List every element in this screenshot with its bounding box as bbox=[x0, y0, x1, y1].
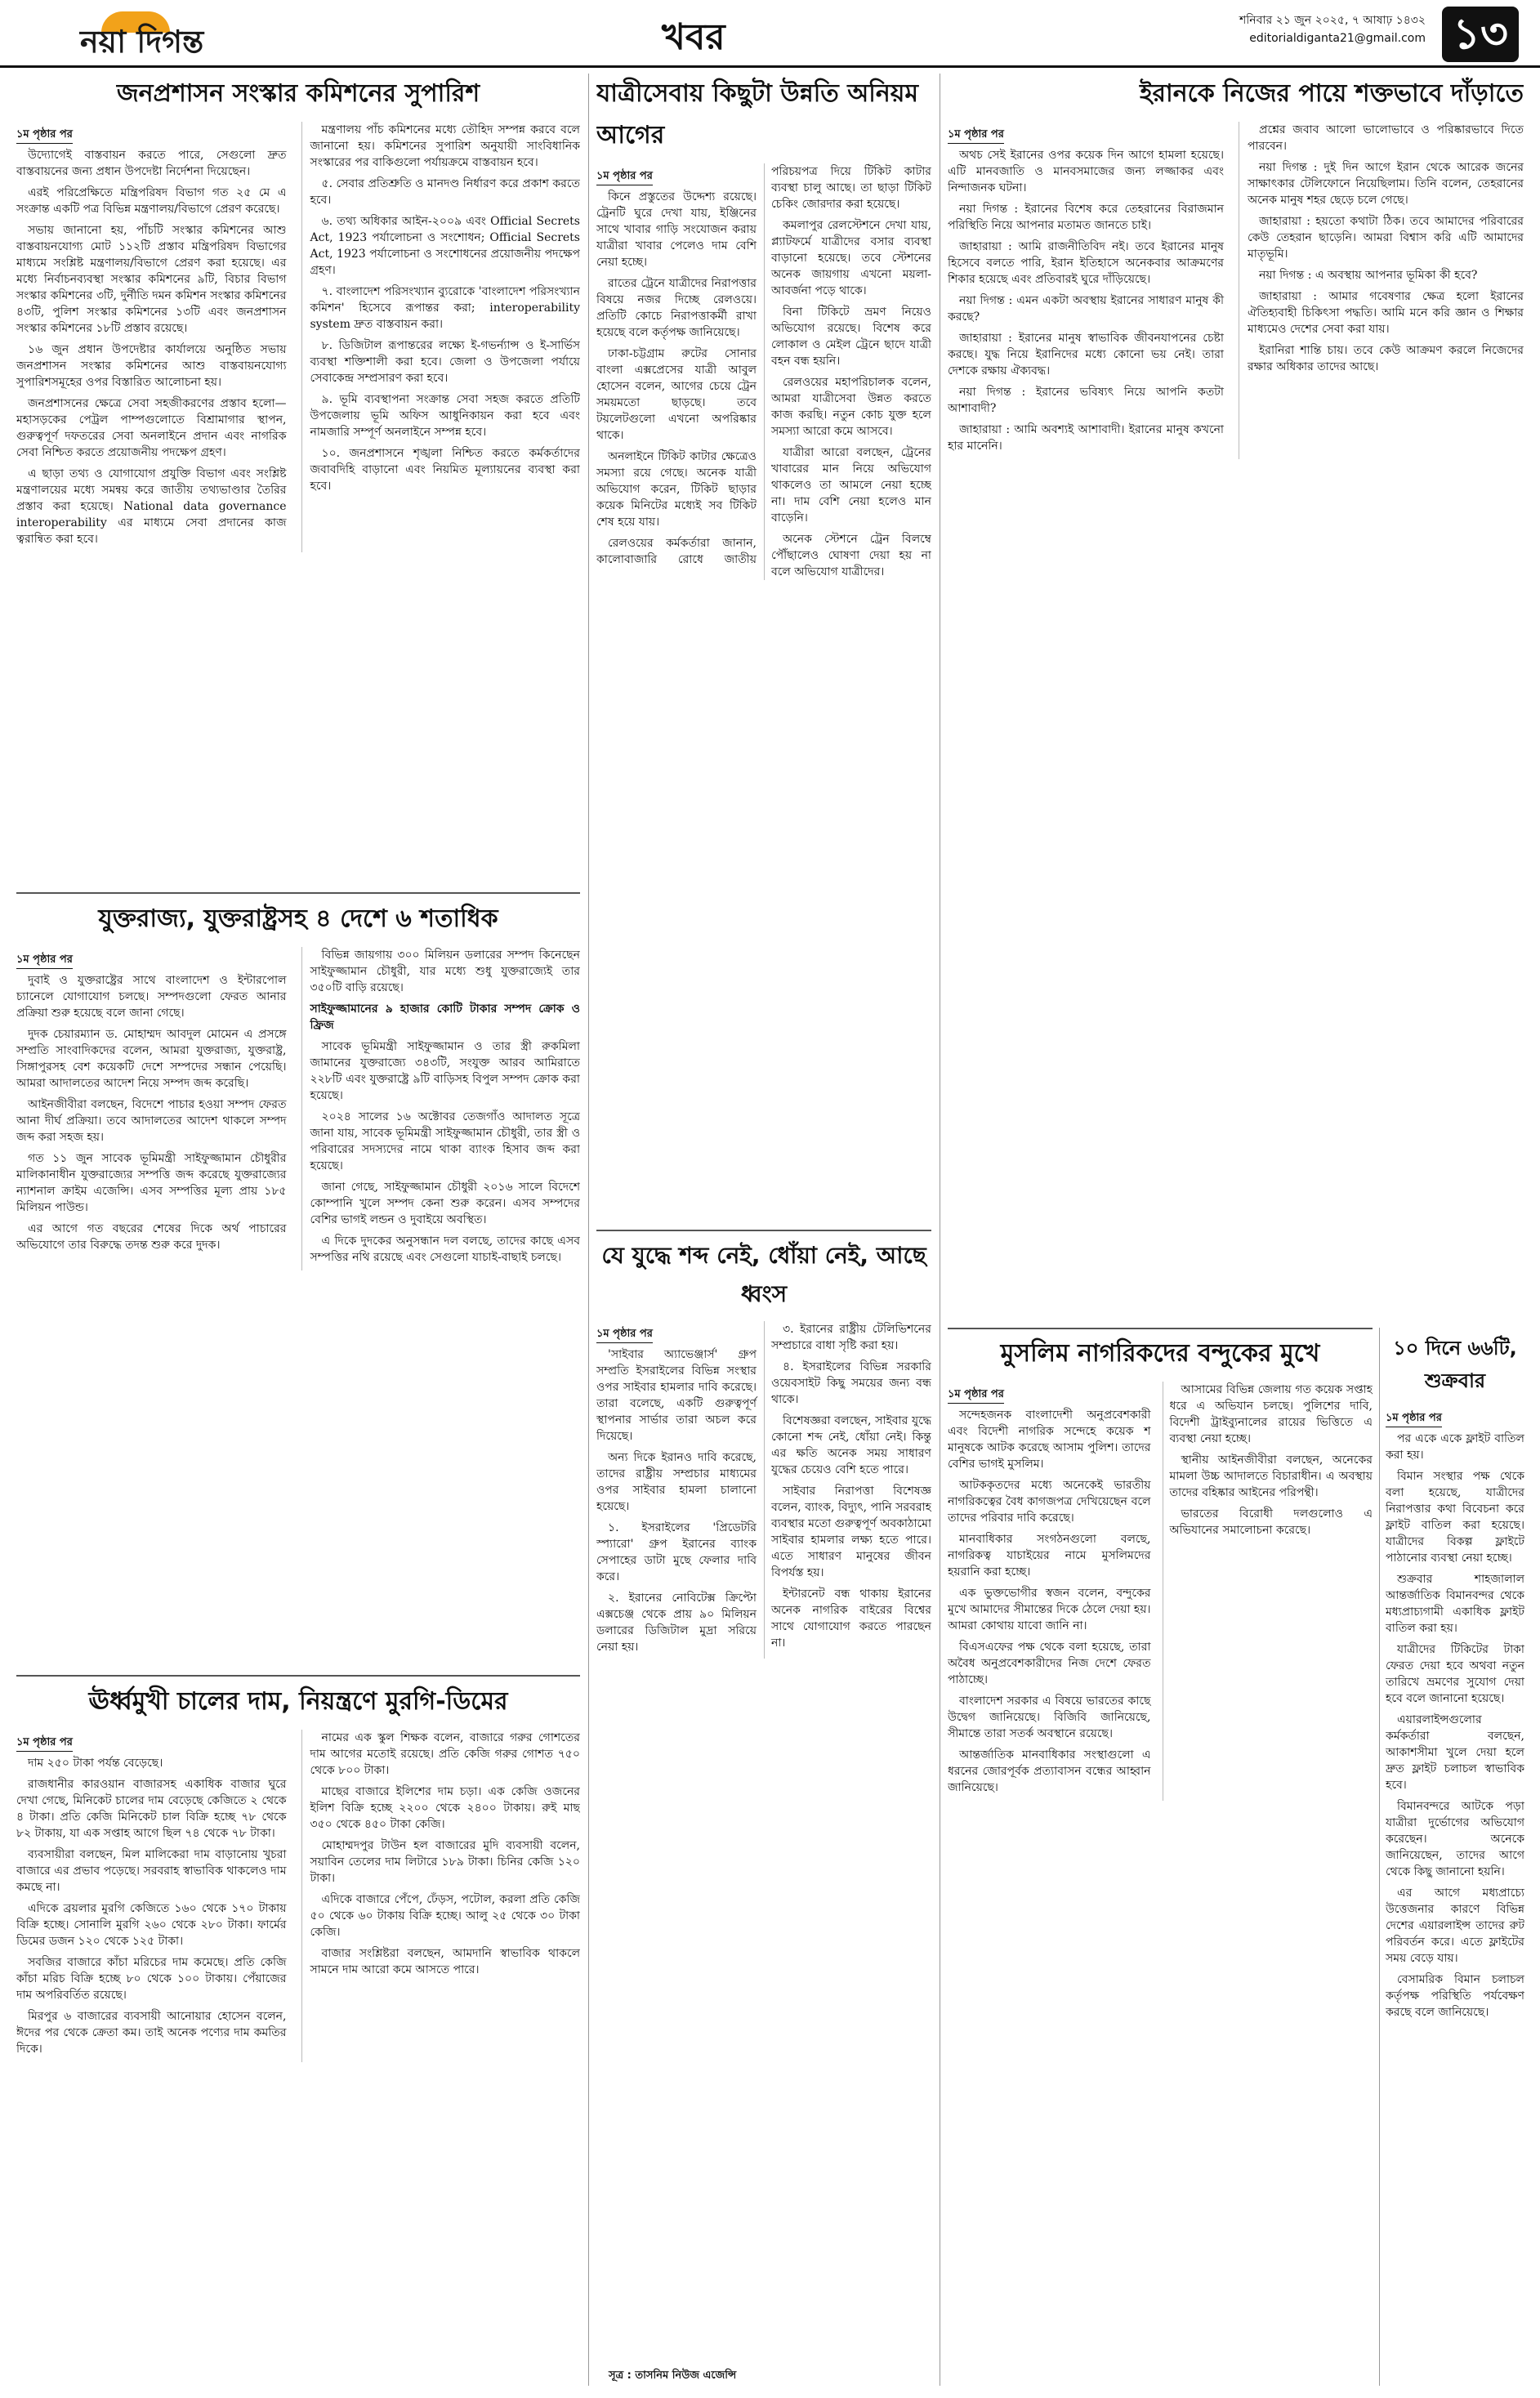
paragraph: নামের এক স্কুল শিক্ষক বলেন, বাজারে গরুর গোশতের দাম আগের মতোই রয়েছে। প্রতি কেজি গরুর গোশত ৭৫০ থেকে ৮০০ টাকা। bbox=[310, 1731, 580, 1777]
article-column bbox=[16, 122, 287, 552]
paragraph: ৯. ভূমি ব্যবস্থাপনা সংক্রান্ত সেবা সহজ করতে প্রতিটি উপজেলায় ভূমি অফিস আধুনিকায়ন করা হবে এবং নামজারি সম্পূর্ণ অনলাইনে সম্পন্ন হবে। bbox=[310, 393, 580, 439]
paragraph: মোহাম্মদপুর টাউন হল বাজারের মুদি ব্যবসায়ী বলেন, সয়াবিন তেলের দাম লিটারে ১৮৯ টাকা। চিনির কেজি ১২০ টাকা। bbox=[310, 1839, 580, 1885]
paragraph: ৩. ইরানের রাষ্ট্রীয় টেলিভিশনের সম্প্রচারে বাধা সৃষ্টি করা হয়। bbox=[771, 1323, 931, 1352]
paragraph: বিএসএফের পক্ষ থেকে বলা হয়েছে, তারা অবৈধ অনুপ্রবেশকারীদের নিজ দেশে ফেরত পাঠাচ্ছে। bbox=[948, 1641, 1151, 1686]
paragraph: রাতের ট্রেনে যাত্রীদের নিরাপত্তার বিষয়ে নজর দিচ্ছে রেলওয়ে। প্রতিটি কোচে নিরাপত্তাকর্মী রাখা হয়েছে বলে কর্তৃপক্ষ জানিয়েছে। bbox=[596, 277, 757, 339]
paragraph: ইরানিরা শান্তি চায়। তবে কেউ আক্রমণ করলে নিজেদের রক্ষার অধিকার তাদের আছে। bbox=[1248, 344, 1524, 373]
article-column bbox=[16, 947, 287, 1270]
paragraph: 'সাইবার অ্যাভেঞ্জার্স' গ্রুপ সম্প্রতি ইসরাইলের বিভিন্ন সংস্থার ওপর সাইবার হামলার দাবি করেছে। তারা বলেছে, একটি গুরুত্বপূর্ণ স্থাপনার সার্ভার তারা অচল করে দিয়েছে। bbox=[596, 1348, 757, 1443]
paragraph: মানবাধিকার সংগঠনগুলো বলছে, নাগরিকত্ব যাচাইয়ের নামে মুসলিমদের হয়রানি করা হচ্ছে। bbox=[948, 1533, 1151, 1579]
article-rail bbox=[596, 74, 931, 1283]
headline[interactable]: ইরানকে নিজের পায়ে শক্তভাবে দাঁড়াতে bbox=[1139, 79, 1524, 108]
paragraph: গত ১১ জুন সাবেক ভূমিমন্ত্রী সাইফুজ্জামান চৌধুরীর মালিকানাধীন যুক্তরাজ্যের সম্পত্তি জব্দ করেছে যুক্তরাজ্যের ন্যাশনাল ক্রাইম এজেন্সি। এসব সম্পত্তির মূল্য প্রায় ১৮৫ মিলিয়ন পাউন্ড। bbox=[16, 1152, 287, 1214]
newspaper-logo[interactable] bbox=[23, 11, 227, 60]
continued-label: ১ম পৃষ্ঠার পর bbox=[16, 127, 73, 144]
paragraph: নয়া দিগন্ত : ইরানের বিশেষ করে তেহরানের বিরাজমান পরিস্থিতি নিয়ে আপনার মতামত জানতে চাই। bbox=[948, 203, 1224, 232]
article-column bbox=[948, 122, 1224, 459]
paragraph: ২. ইরানের নোবিটেক্স ক্রিপ্টো এক্সচেঞ্জ থেকে প্রায় ৯০ মিলিয়ন ডলারের ডিজিটাল মুদ্রা সরিয়ে নেয়া হয়। bbox=[596, 1592, 757, 1654]
paragraph: কিনে প্রস্তুতের উদ্দেশ্য রয়েছে। ট্রেনটি ঘুরে দেখা যায়, ইঞ্জিনের সাথে খাবার গাড়ি সংযোজন করায় যাত্রীরা খাবার পেলেও দাম বেশি নেয়া হচ্ছে। bbox=[596, 190, 757, 269]
paragraph: বিমানবন্দরে আটকে পড়া যাত্রীরা দুর্ভোগের অভিযোগ করেছেন। অনেকে জানিয়েছেন, তাদের আগে থেকে কিছু জানানো হয়নি। bbox=[1386, 1800, 1524, 1878]
paragraph: এর আগে মধ্যপ্রাচ্যে উত্তেজনার কারণে বিভিন্ন দেশের এয়ারলাইন্স তাদের রুট পরিবর্তন করে। এতে ফ্লাইটের সময় বেড়ে যায়। bbox=[1386, 1887, 1524, 1965]
paragraph: এদিকে বাজারে পেঁপে, ঢেঁড়স, পটোল, করলা প্রতি কেজি ৫০ থেকে ৬০ টাকায় বিক্রি হচ্ছে। আলু ২৫ থেকে ৩০ টাকা কেজি। bbox=[310, 1893, 580, 1939]
headline[interactable]: যাত্রীসেবায় কিছুটা উন্নতি অনিয়ম আগের bbox=[596, 79, 919, 150]
paragraph: জাহারায়া : আমি অবশ্যই আশাবাদী। ইরানের মানুষ কখনো হার মানেনি। bbox=[948, 423, 1224, 453]
paragraph: বিশেষজ্ঞরা বলছেন, সাইবার যুদ্ধে কোনো শব্দ নেই, ধোঁয়া নেই। কিন্তু এর ক্ষতি অনেক সময় সাধারণ যুদ্ধের চেয়েও বেশি হতে পারে। bbox=[771, 1414, 931, 1476]
masthead bbox=[0, 0, 1540, 68]
headline[interactable]: যে যুদ্ধে শব্দ নেই, ধোঁয়া নেই, আছে ধ্বংস bbox=[601, 1242, 926, 1307]
paragraph: দুদক চেয়ারম্যান ড. মোহাম্মদ আবদুল মোমেন এ প্রসঙ্গে সম্প্রতি সাংবাদিকদের বলেন, আমরা যুক্তরাজ্য, যুক্তরাষ্ট্র, সিঙ্গাপুরসহ বেশ কয়েকটি দেশে সম্পদের সন্ধান পেয়েছি। আমরা আদালতের আদেশ নিয়ে সম্পদ জব্দ করেছি। bbox=[16, 1028, 287, 1090]
paragraph: নয়া দিগন্ত : এমন একটা অবস্থায় ইরানের সাধারণ মানুষ কী করছে? bbox=[948, 294, 1224, 324]
article-column bbox=[301, 947, 581, 1270]
subheading: সাইফুজ্জামানের ৯ হাজার কোটি টাকার সম্পদ ক্রোক ও ফ্রিজ bbox=[310, 1003, 580, 1032]
source-credit: সূত্র : তাসনিম নিউজ এজেন্সি bbox=[609, 2369, 737, 2382]
divider bbox=[596, 1230, 931, 1231]
paragraph: ব্যবসায়ীরা বলছেন, মিল মালিকেরা দাম বাড়ানোয় খুচরা বাজারে এর প্রভাব পড়েছে। সরবরাহ স্বাভাবিক থাকলেও দাম কমছে না। bbox=[16, 1848, 287, 1894]
article-column bbox=[1239, 122, 1524, 459]
paragraph: জাহারায়া : আমার গবেষণার ক্ষেত্র হলো ইরানের ঐতিহ্যবাহী চিকিৎসা পদ্ধতি। আমি মনে করি জ্ঞান ও শিক্ষার মাধ্যমেও দেশের সেবা করা যায়। bbox=[1248, 290, 1524, 336]
continued-label: ১ম পৃষ্ঠার পর bbox=[16, 952, 73, 969]
paragraph: জাহারায়া : হয়তো কথাটা ঠিক। তবে আমাদের পরিবারের কেউ তেহরান ছাড়েনি। আমরা বিশ্বাস করি এটি আমাদের মাতৃভূমি। bbox=[1248, 215, 1524, 261]
paragraph: আসামের বিভিন্ন জেলায় গত কয়েক সপ্তাহ ধরে এ অভিযান চলছে। পুলিশের দাবি, বিদেশী ট্রাইব্যুনালের রায়ের ভিত্তিতে এ ব্যবস্থা নেয়া হচ্ছে। bbox=[1169, 1383, 1373, 1445]
paragraph: বেসামরিক বিমান চলাচল কর্তৃপক্ষ পরিস্থিতি পর্যবেক্ষণ করছে বলে জানিয়েছে। bbox=[1386, 1973, 1524, 2019]
date-text: শনিবার ২১ জুন ২০২৫, ৭ আষাঢ় ১৪৩২ bbox=[1239, 14, 1426, 27]
paragraph: যাত্রীরা আরো বলছেন, ট্রেনের খাবারের মান নিয়ে অভিযোগ থাকলেও তা আমলে নেয়া হচ্ছে না। দাম বেশি নেয়া হলেও মান বাড়েনি। bbox=[771, 446, 931, 525]
paragraph: জাহারায়া : ইরানের মানুষ স্বাভাবিক জীবনযাপনের চেষ্টা করছে। যুদ্ধ নিয়ে ইরানিদের মধ্যে কোনো ভয় নেই। তারা দেশকে রক্ষায় ঐক্যবদ্ধ। bbox=[948, 332, 1224, 377]
continued-label: ১ম পৃষ্ঠার পর bbox=[948, 127, 1004, 144]
paragraph: রেলওয়ের কর্মকর্তারা জানান, কালোবাজারি রোধে জাতীয় পরিচয়পত্র দিয়ে টিকিট কাটার ব্যবস্থা চালু আছে। তা ছাড়া টিকিট চেকিং জোরদার করা হয়েছে। bbox=[596, 165, 931, 566]
paragraph: অন্য দিকে ইরানও দাবি করেছে, তাদের রাষ্ট্রীয় সম্প্রচার মাধ্যমের ওপর সাইবার হামলা চালানো হয়েছে। bbox=[596, 1451, 757, 1513]
paragraph: অনলাইনে টিকিট কাটার ক্ষেত্রেও সমস্যা রয়ে গেছে। অনেক যাত্রী অভিযোগ করেন, টিকিট ছাড়ার কয়েক মিনিটের মধ্যেই সব টিকিট শেষ হয়ে যায়। bbox=[596, 450, 757, 529]
paragraph: স্থানীয় আইনজীবীরা বলছেন, অনেকের মামলা উচ্চ আদালতে বিচারাধীন। এ অবস্থায় তাদের বহিষ্কার আইনের পরিপন্থী। bbox=[1169, 1454, 1373, 1499]
article-flights bbox=[1386, 1333, 1524, 2387]
headline[interactable]: ১০ দিনে ৬৬টি, শুক্রবার bbox=[1393, 1337, 1517, 1392]
article-muslim-citizens bbox=[948, 1333, 1373, 2387]
paragraph: বিনা টিকিটে ভ্রমণ নিয়েও অভিযোগ রয়েছে। বিশেষ করে লোকাল ও মেইল ট্রেনে ছাদে যাত্রী বহন বন্ধ হয়নি। bbox=[771, 306, 931, 368]
paragraph: নয়া দিগন্ত : এ অবস্থায় আপনার ভূমিকা কী হবে? bbox=[1259, 269, 1478, 282]
article-column bbox=[948, 1382, 1151, 1801]
headline[interactable]: জনপ্রশাসন সংস্কার কমিশনের সুপারিশ bbox=[116, 79, 480, 108]
paragraph: আন্তর্জাতিক মানবাধিকার সংস্থাগুলো এ ধরনের জোরপূর্বক প্রত্যাবাসন বন্ধের আহ্বান জানিয়েছে। bbox=[948, 1748, 1151, 1794]
headline[interactable]: ঊর্ধ্বমুখী চালের দাম, নিয়ন্ত্রণে মুরগি-ডিমের bbox=[88, 1687, 508, 1716]
divider bbox=[16, 892, 580, 894]
paragraph: দুবাই ও যুক্তরাষ্ট্রের সাথে বাংলাদেশ ও ইন্টারপোল চ্যানেলে যোগাযোগ চলছে। সম্পদগুলো ফেরত আনার প্রক্রিয়া শুরু হয়েছে বলে জানা গেছে। bbox=[16, 974, 287, 1020]
paragraph: অথচ সেই ইরানের ওপর কয়েক দিন আগে হামলা হয়েছে। এটি মানবজাতি ও মানবসমাজের জন্য লজ্জাকর এবং নিন্দাজনক ঘটনা। bbox=[948, 149, 1224, 194]
paragraph: জনপ্রশাসনের ক্ষেত্রে সেবা সহজীকরণের প্রস্তাব হলো— মহাসড়কের পেট্রল পাম্পগুলোতে বিশ্রামাগার স্থাপন, গুরুত্বপূর্ণ দফতরের সেবা অনলাইনে প্রদান এবং নাগরিক সেবা নিশ্চিত করতে প্রয়োজনীয় পদক্ষেপ গ্রহণ। bbox=[16, 397, 287, 459]
paragraph: ৭. বাংলাদেশ পরিসংখ্যান ব্যুরোকে 'বাংলাদেশ পরিসংখ্যান কমিশন' হিসেবে রূপান্তর করা; interoperability system দ্রুত বাস্তবায়ন করা। bbox=[310, 285, 580, 331]
paragraph: রেলওয়ের মহাপরিচালক বলেন, আমরা যাত্রীসেবা উন্নত করতে কাজ করছি। নতুন কোচ যুক্ত হলে সমস্যা আরো কমে আসবে। bbox=[771, 376, 931, 438]
paragraph: শুক্রবার শাহজালাল আন্তর্জাতিক বিমানবন্দর থেকে মধ্যপ্রাচ্যগামী একাধিক ফ্লাইট বাতিল করা হয়। bbox=[1386, 1573, 1524, 1635]
paragraph: এয়ারলাইন্সগুলোর কর্মকর্তারা বলছেন, আকাশসীমা খুলে দেয়া হলে দ্রুত ফ্লাইট চলাচল স্বাভাবিক হবে। bbox=[1386, 1713, 1524, 1792]
paragraph: ৬. তথ্য অধিকার আইন-২০০৯ এবং Official Secrets Act, 1923 পর্যালোচনা ও সংশোধন; Official Secrets Act, 1923 পর্যালোচনা ও সংশোধনের প্রয়োজনীয় পদক্ষেপ গ্রহণ। bbox=[310, 215, 580, 277]
headline[interactable]: যুক্তরাজ্য, যুক্তরাষ্ট্রসহ ৪ দেশে ৬ শতাধিক bbox=[98, 904, 498, 933]
paragraph: ইন্টারনেট বন্ধ থাকায় ইরানের অনেক নাগরিক বাইরের বিশ্বের সাথে যোগাযোগ করতে পারছেন না। bbox=[771, 1588, 931, 1650]
article-column bbox=[16, 1730, 287, 2062]
paragraph: এ ছাড়া তথ্য ও যোগাযোগ প্রযুক্তি বিভাগ এবং সংশ্লিষ্ট মন্ত্রণালয়ের মধ্যে সমন্বয় করে জাতীয় তথ্যভাণ্ডার তৈরির প্রস্তাব করা হয়েছে। National data governance interoperability এর মাধ্যমে সেবা প্রদানের কাজ ত্বরান্বিত করা হবে। bbox=[16, 467, 287, 546]
paragraph: সাইবার নিরাপত্তা বিশেষজ্ঞ বলেন, ব্যাংক, বিদ্যুৎ, পানি সরবরাহ ব্যবস্থার মতো গুরুত্বপূর্ণ অবকাঠামো সাইবার হামলার লক্ষ্য হতে পারে। এতে সাধারণ মানুষের জীবন বিপর্যস্ত হয়। bbox=[771, 1485, 931, 1579]
paragraph: যাত্রীদের টিকিটের টাকা ফেরত দেয়া হবে অথবা নতুন তারিখে ভ্রমণের সুযোগ দেয়া হবে বলে জানানো হয়েছে। bbox=[1386, 1643, 1524, 1705]
continued-label: ১ম পৃষ্ঠার পর bbox=[1386, 1410, 1442, 1427]
dateline bbox=[1239, 11, 1426, 47]
headline[interactable]: মুসলিম নাগরিকদের বন্দুকের মুখে bbox=[1000, 1339, 1320, 1368]
paragraph: এরই পরিপ্রেক্ষিতে মন্ত্রিপরিষদ বিভাগ গত ২৫ মে এ সংক্রান্ত একটি পত্র বিভিন্ন মন্ত্রণালয়/বিভাগে প্রেরণ করেছে। bbox=[16, 186, 287, 216]
paragraph: উদ্যোগেই বাস্তবায়ন করতে পারে, সেগুলো দ্রুত বাস্তবায়নের জন্য প্রধান উপদেষ্টা নির্দেশনা দিয়েছেন। bbox=[16, 149, 287, 178]
article-column bbox=[1163, 1382, 1373, 1801]
paragraph: সভায় জানানো হয়, পাঁচটি সংস্কার কমিশনের আশু বাস্তবায়নযোগ্য মোট ১১২টি প্রস্তাব মন্ত্রিপরিষদ বিভাগের মাধ্যমে সংশ্লিষ্ট মন্ত্রণালয়/বিভাগে প্রেরণ করা হয়েছে। এর মধ্যে নির্বাচনব্যবস্থা সংস্কার কমিশনের ৯টি, বিচার বিভাগ সংস্কার কমিশনের ৩টি, দুর্নীতি দমন কমিশন সংস্কার কমিশনের ৪৩টি, পুলিশ সংস্কার কমিশনের ১৩টি এবং জনপ্রশাসন সংস্কার কমিশনের ১৮টি প্রস্তাব রয়েছে। bbox=[16, 224, 287, 335]
paragraph: পর একে একে ফ্লাইট বাতিল করা হয়। bbox=[1386, 1432, 1524, 1462]
continued-label: ১ম পৃষ্ঠার পর bbox=[596, 168, 653, 185]
paragraph: আটককৃতদের মধ্যে অনেকেই ভারতীয় নাগরিকত্বের বৈধ কাগজপত্র দেখিয়েছেন বলে তাদের পরিবার দাবি করেছে। bbox=[948, 1479, 1151, 1525]
paragraph: দাম ২৫০ টাকা পর্যন্ত বেড়েছে। bbox=[28, 1757, 163, 1770]
paragraph: মন্ত্রণালয় পাঁচ কমিশনের মধ্যে তৌহিদ সম্পন্ন করবে বলে জানানো হয়। কমিশনের সুপারিশ অনুযায়ী সাংবিধানিক সংস্কারের পর বাকিগুলো পর্যায়ক্রমে বাস্তবায়ন হবে। bbox=[310, 123, 580, 169]
paragraph: অনেক স্টেশনে ট্রেন বিলম্বে পৌঁছালেও ঘোষণা দেয়া হয় না বলে অভিযোগ যাত্রীদের। bbox=[771, 533, 931, 578]
paragraph: কমলাপুর রেলস্টেশনে দেখা যায়, প্ল্যাটফর্মে যাত্রীদের বসার ব্যবস্থা বাড়ানো হয়েছে। তবে স্টেশনের অনেক জায়গায় এখনো ময়লা-আবর্জনা পড়ে থাকে। bbox=[771, 219, 931, 297]
paragraph: এ দিকে দুদকের অনুসন্ধান দল বলছে, তাদের কাছে এসব সম্পত্তির নথি রয়েছে এবং সেগুলো যাচাই-বাছাই চলছে। bbox=[310, 1235, 580, 1264]
paragraph: মিরপুর ৬ বাজারের ব্যবসায়ী আনোয়ার হোসেন বলেন, ঈদের পর থেকে ক্রেতা কম। তাই অনেক পণ্যের দাম কমতির দিকে। bbox=[16, 2010, 287, 2056]
paragraph: ২০২৪ সালের ১৬ অক্টোবর তেজগাঁও আদালত সূত্রে জানা যায়, সাবেক ভূমিমন্ত্রী সাইফুজ্জামান চৌধুরী, তার স্ত্রী ও পরিবারের সদস্যদের নামে থাকা ব্যাংক হিসাব জব্দ করা হয়েছে। bbox=[310, 1110, 580, 1172]
divider bbox=[948, 1328, 1373, 1329]
paragraph: ১৬ জুন প্রধান উপদেষ্টার কার্যালয়ে অনুষ্ঠিত সভায় জনপ্রশাসন সংস্কার কমিশনের আশু বাস্তবায়নযোগ্য সুপারিশসমূহের ওপর বিস্তারিত আলোচনা হয়। bbox=[16, 343, 287, 389]
paragraph: বিমান সংস্থার পক্ষ থেকে বলা হয়েছে, যাত্রীদের নিরাপত্তার কথা বিবেচনা করে ফ্লাইট বাতিল করা হয়েছে। যাত্রীদের বিকল্প ফ্লাইটে পাঠানোর ব্যবস্থা নেয়া হচ্ছে। bbox=[1386, 1470, 1524, 1565]
paragraph: এক ভুক্তভোগীর স্বজন বলেন, বন্দুকের মুখে আমাদের সীমান্তের দিকে ঠেলে দেয়া হয়। আমরা কোথায় যাবো জানি না। bbox=[948, 1587, 1151, 1632]
article-body bbox=[596, 1321, 931, 1659]
article-body bbox=[1386, 1405, 1524, 2021]
paragraph: সবজির বাজারে কাঁচা মরিচের দাম কমেছে। প্রতি কেজি কাঁচা মরিচ বিক্রি হচ্ছে ৮০ থেকে ১০০ টাকায়। পেঁয়াজের দাম অপরিবর্তিত রয়েছে। bbox=[16, 1956, 287, 2002]
continued-label: ১ম পৃষ্ঠার পর bbox=[16, 1735, 73, 1752]
article-cyber-war bbox=[596, 1238, 931, 2386]
paragraph: এর আগে গত বছরের শেষের দিকে অর্থ পাচারের অভিযোগে তার বিরুদ্ধে তদন্ত শুরু করে দুদক। bbox=[16, 1222, 287, 1252]
paragraph: বাংলাদেশ সরকার এ বিষয়ে ভারতের কাছে উদ্বেগ জানিয়েছে। বিজিবি জানিয়েছে, সীমান্তে তারা সতর্ক অবস্থানে রয়েছে। bbox=[948, 1695, 1151, 1740]
article-column bbox=[301, 122, 581, 552]
paragraph: ১০. জনপ্রশাসনে শৃঙ্খলা নিশ্চিত করতে কর্মকর্তাদের জবাবদিহি বাড়ানো এবং নিয়মিত মূল্যায়নের ব্যবস্থা করা হবে। bbox=[310, 447, 580, 493]
article-column bbox=[301, 1730, 581, 2062]
paragraph: ৪. ইসরাইলের বিভিন্ন সরকারি ওয়েবসাইট কিছু সময়ের জন্য বন্ধ থাকে। bbox=[771, 1360, 931, 1406]
divider bbox=[16, 1675, 580, 1677]
paragraph: আইনজীবীরা বলছেন, বিদেশে পাচার হওয়া সম্পদ ফেরত আনা দীর্ঘ প্রক্রিয়া। তবে আদালতের আদেশ থাকলে সম্পদ জব্দ করা সহজ হয়। bbox=[16, 1098, 287, 1144]
paragraph: নয়া দিগন্ত : দুই দিন আগে ইরান থেকে আরেক জনের সাক্ষাৎকার টেলিফোনে নিয়েছিলাম। তিনি বলেন, তেহরানের অনেক মানুষ শহর ছেড়ে চলে গেছে। bbox=[1248, 161, 1524, 207]
paragraph: রাজধানীর কারওয়ান বাজারসহ একাধিক বাজার ঘুরে দেখা গেছে, মিনিকেট চালের দাম বেড়েছে কেজিতে ২ থেকে ৪ টাকা। প্রতি কেজি মিনিকেট চাল বিক্রি হচ্ছে ৭৮ থেকে ৮২ টাকায়, যা এক সপ্তাহ আগে ছিল ৭৪ থেকে ৭৮ টাকা। bbox=[16, 1778, 287, 1840]
paragraph: প্রশ্নের জবাব আলো ভালোভাবে ও পরিষ্কারভাবে দিতে পারবেন। bbox=[1248, 123, 1524, 153]
paragraph: জানা গেছে, সাইফুজ্জামান চৌধুরী ২০১৬ সালে বিদেশে কোম্পানি খুলে সম্পদ কেনা শুরু করেন। এসব সম্পদের বেশির ভাগই লন্ডন ও দুবাইয়ে অবস্থিত। bbox=[310, 1181, 580, 1226]
paragraph: সাবেক ভূমিমন্ত্রী সাইফুজ্জামান ও তার স্ত্রী রুকমিলা জামানের যুক্তরাজ্যে ৩৪৩টি, সংযুক্ত আরব আমিরাতে ২২৮টি এবং যুক্তরাষ্ট্রে ৯টি বাড়িসহ বিপুল সম্পদ ক্রোক করা হয়েছে। bbox=[310, 1040, 580, 1102]
article-rice bbox=[16, 1681, 580, 2384]
article-uk-us bbox=[16, 899, 580, 1601]
continued-label: ১ম পৃষ্ঠার পর bbox=[596, 1326, 653, 1343]
paragraph: বিভিন্ন জায়গায় ৩০০ মিলিয়ন ডলারের সম্পদ কিনেছেন সাইফুজ্জামান চৌধুরী, যার মধ্যে শুধু যুক্তরাজ্যেই তার ৩৫০টি বাড়ি রয়েছে। bbox=[310, 949, 580, 994]
article-body bbox=[596, 163, 931, 580]
paragraph: বাজার সংশ্লিষ্টরা বলছেন, আমদানি স্বাভাবিক থাকলে সামনে দাম আরো কমে আসতে পারে। bbox=[310, 1947, 580, 1976]
column-divider bbox=[588, 74, 589, 2386]
paragraph: ১. ইসরাইলের 'প্রিডেটরি স্প্যারো' গ্রুপ ইরানের ব্যাংক সেপাহের ডাটা মুছে ফেলার দাবি করে। bbox=[596, 1521, 757, 1583]
paragraph: ৫. সেবার প্রতিশ্রুতি ও মানদণ্ড নির্ধারণ করে প্রকাশ করতে হবে। bbox=[310, 177, 580, 207]
paragraph: ভারতের বিরোধী দলগুলোও এ অভিযানের সমালোচনা করেছে। bbox=[1169, 1507, 1373, 1537]
paragraph: ঢাকা-চট্টগ্রাম রুটের সোনার বাংলা এক্সপ্রেসের যাত্রী আবুল হোসেন বলেন, আগের চেয়ে ট্রেন সময়মতো ছাড়ছে। তবে টয়লেটগুলো এখনো অপরিষ্কার থাকে। bbox=[596, 347, 757, 442]
paragraph: মাছের বাজারে ইলিশের দাম চড়া। এক কেজি ওজনের ইলিশ বিক্রি হচ্ছে ২২০০ থেকে ২৪০০ টাকায়। রুই মাছ ৩৫০ থেকে ৪৫০ টাকা কেজি। bbox=[310, 1785, 580, 1831]
column-divider bbox=[1379, 1328, 1380, 2386]
article-iran bbox=[948, 74, 1524, 1324]
paragraph: নয়া দিগন্ত : ইরানের ভবিষ্যৎ নিয়ে আপনি কতটা আশাবাদী? bbox=[948, 386, 1224, 415]
page-number-badge: ১৩ bbox=[1442, 7, 1519, 62]
paragraph: ৮. ডিজিটাল রূপান্তরের লক্ষ্যে ই-গভর্ন্যান্স ও ই-সার্ভিস ব্যবস্থা শক্তিশালী করা হবে। জেলা ও উপজেলা পর্যায়ে সেবাকেন্দ্র সম্প্রসারণ করা হবে। bbox=[310, 339, 580, 385]
paragraph: সন্দেহজনক বাংলাদেশী অনুপ্রবেশকারী এবং বিদেশী নাগরিক সন্দেহে কয়েক শ মানুষকে আটক করেছে আসাম পুলিশ। তাদের বেশির ভাগই মুসলিম। bbox=[948, 1409, 1151, 1471]
logo-text: নয়া দিগন্ত bbox=[80, 24, 204, 60]
paragraph: জাহারায়া : আমি রাজনীতিবিদ নই। তবে ইরানের মানুষ হিসেবে বলতে পারি, ইরান ইতিহাসে অনেকবার আক্রমণের শিকার হয়েছে এবং প্রতিবারই ঘুরে দাঁড়িয়েছে। bbox=[948, 240, 1224, 286]
section-title: খবর bbox=[662, 16, 725, 58]
paragraph: এদিকে ব্রয়লার মুরগি কেজিতে ১৬০ থেকে ১৭০ টাকায় বিক্রি হচ্ছে। সোনালি মুরগি ২৬০ থেকে ২৮০ টাকা। ফার্মের ডিমের ডজন ১২০ থেকে ১২৫ টাকা। bbox=[16, 1902, 287, 1948]
continued-label: ১ম পৃষ্ঠার পর bbox=[948, 1387, 1004, 1404]
email-text[interactable]: editorialdiganta21@gmail.com bbox=[1249, 32, 1426, 45]
